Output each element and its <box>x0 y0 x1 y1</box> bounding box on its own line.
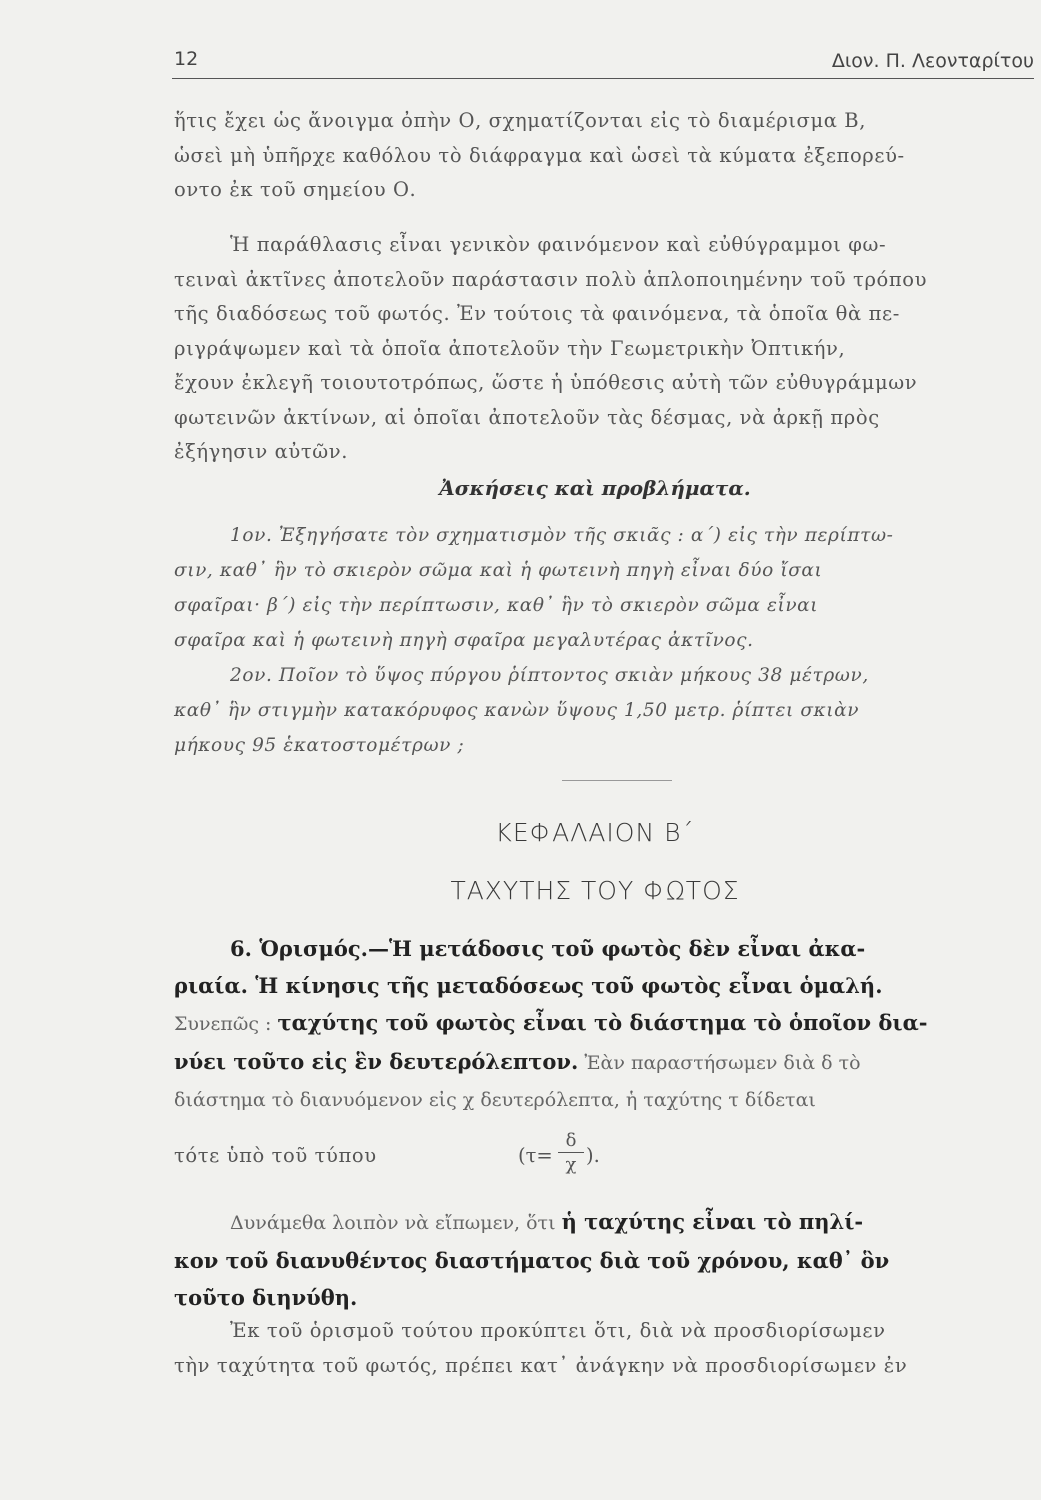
exercises-heading: Ἀσκήσεις καὶ προβλήματα. <box>439 476 751 500</box>
text-line: σφαῖραι· β΄) εἰς τὴν περίπτωσιν, καθ᾽ ἣν τὸ σκιερὸν σῶμα εἶναι <box>174 595 819 616</box>
paragraph-conclusion <box>174 1203 1016 1316</box>
text-line: ἐξήγησιν αὐτῶν. <box>174 440 348 463</box>
chapter-label: ΚΕΦΑΛΑΙΟΝ Β΄ <box>495 818 695 847</box>
paragraph-continuation <box>174 104 1016 208</box>
fraction-numerator: δ <box>558 1130 584 1153</box>
section-6-definition <box>174 930 1016 1119</box>
formula-line <box>174 1130 1016 1190</box>
text-line: τῆς διαδόσεως τοῦ φωτός. Ἐν τούτοις τὰ φαινόμενα, τὰ ὁποῖα θὰ πε- <box>174 302 900 325</box>
paragraph-last <box>174 1314 1016 1383</box>
text-line: 2ον. Ποῖον τὸ ὕψος πύργου ῥίπτοντος σκιὰν μήκους 38 μέτρων, <box>230 665 869 686</box>
chapter-title: ΤΑΧΥΤΗΣ ΤΟΥ ΦΩΤΟΣ <box>450 876 740 905</box>
formula-prefix: τότε ὑπὸ τοῦ τύπου <box>174 1144 377 1167</box>
fraction <box>558 1130 584 1177</box>
text-run: Συνεπῶς : <box>174 1013 278 1035</box>
text-line: 6. Ὁρισμός.—Ἡ μετάδοσις τοῦ φωτὸς δὲν εἶναι ἀκα- <box>230 936 866 961</box>
text-run-bold: ταχύτης τοῦ φωτὸς εἶναι τὸ διάστημα τὸ ὁποῖον δια- <box>277 1010 928 1035</box>
running-head: Διον. Π. Λεονταρίτου <box>831 50 1034 72</box>
text-line: μήκους 95 ἑκατοστομέτρων ; <box>174 735 465 756</box>
text-run: Δυνάμεθα λοιπὸν νὰ εἴπωμεν, ὅτι <box>230 1212 562 1234</box>
text-line: ριαία. Ἡ κίνησις τῆς μεταδόσεως τοῦ φωτὸς εἶναι ὁμαλή. <box>174 973 883 998</box>
text-line: ἔχουν ἐκλεγῆ τοιουτοτρόπως, ὥστε ἡ ὑπόθεσις αὐτὴ τῶν εὐθυγράμμων <box>174 371 918 394</box>
text-line: διάστημα τὸ διανυόμενον εἰς χ δευτερόλεπτα, ἡ ταχύτης τ δίδεται <box>174 1089 816 1111</box>
text-line: ὡσεὶ μὴ ὑπῆρχε καθόλου τὸ διάφραγμα καὶ ὡσεὶ τὰ κύματα ἐξεπορεύ- <box>174 143 905 167</box>
text-line: καθ᾽ ἣν στιγμὴν κατακόρυφος κανὼν ὕψους 1,50 μετρ. ῥίπτει σκιὰν <box>174 700 860 721</box>
text-line: τοῦτο διηνύθη. <box>174 1285 358 1310</box>
exercise-1 <box>174 518 1016 658</box>
text-line: οντο ἐκ τοῦ σημείου Ο. <box>174 178 417 201</box>
paragraph-diffraction <box>174 228 1016 470</box>
text-line <box>174 1203 1016 1242</box>
text-run-bold: ἡ ταχύτης εἶναι τὸ πηλί- <box>561 1209 864 1234</box>
text-line <box>174 1004 1016 1043</box>
page-number: 12 <box>174 48 199 70</box>
text-line: φωτεινῶν ἀκτίνων, αἱ ὁποῖαι ἀποτελοῦν τὰς δέσμας, νὰ ἀρκῇ πρὸς <box>174 405 880 429</box>
text-line: ριγράψωμεν καὶ τὰ ὁποῖα ἀποτελοῦν τὴν Γεωμετρικὴν Ὀπτικήν, <box>174 336 846 360</box>
page-header <box>172 44 1034 79</box>
text-line: σφαῖρα καὶ ἡ φωτεινὴ πηγὴ σφαῖρα μεγαλυτέρας ἀκτῖνος. <box>174 630 754 651</box>
text-line: τὴν ταχύτητα τοῦ φωτός, πρέπει κατ᾽ ἀνάγκην νὰ προσδιορίσωμεν ἐν <box>174 1353 908 1377</box>
text-line: τειναὶ ἀκτῖνες ἀποτελοῦν παράστασιν πολὺ ἁπλοποιημένην τοῦ τρόπου <box>174 267 928 291</box>
exercise-2 <box>174 658 1016 763</box>
text-line: Ἐκ τοῦ ὁρισμοῦ τούτου προκύπτει ὅτι, διὰ νὰ προσδιορίσωμεν <box>230 1319 886 1342</box>
section-divider <box>562 780 672 781</box>
text-line: Ἡ παράθλασις εἶναι γενικὸν φαινόμενον καὶ εὐθύγραμμοι φω- <box>230 233 887 256</box>
text-line: κον τοῦ διανυθέντος διαστήματος διὰ τοῦ χρόνου, καθ᾽ ὃν <box>174 1248 890 1273</box>
text-run: Ἐὰν παραστήσωμεν διὰ δ τὸ <box>578 1052 861 1074</box>
text-line: 1ον. Ἐξηγήσατε τὸν σχηματισμὸν τῆς σκιᾶς : α΄) εἰς τὴν περίπτω- <box>230 525 894 546</box>
text-line <box>174 1043 1016 1082</box>
text-line: σιν, καθ᾽ ἣν τὸ σκιερὸν σῶμα καὶ ἡ φωτεινὴ πηγὴ εἶναι δύο ἴσαι <box>174 560 823 581</box>
formula-rhs: ). <box>586 1144 600 1167</box>
fraction-denominator: χ <box>565 1154 577 1175</box>
formula-lhs: (τ= <box>518 1144 553 1167</box>
text-run-bold: νύει τοῦτο εἰς ἓν δευτερόλεπτον. <box>174 1049 579 1074</box>
text-line: ἥτις ἔχει ὡς ἄνοιγμα ὀπὴν Ο, σχηματίζονται εἰς τὸ διαμέρισμα Β, <box>174 109 867 132</box>
